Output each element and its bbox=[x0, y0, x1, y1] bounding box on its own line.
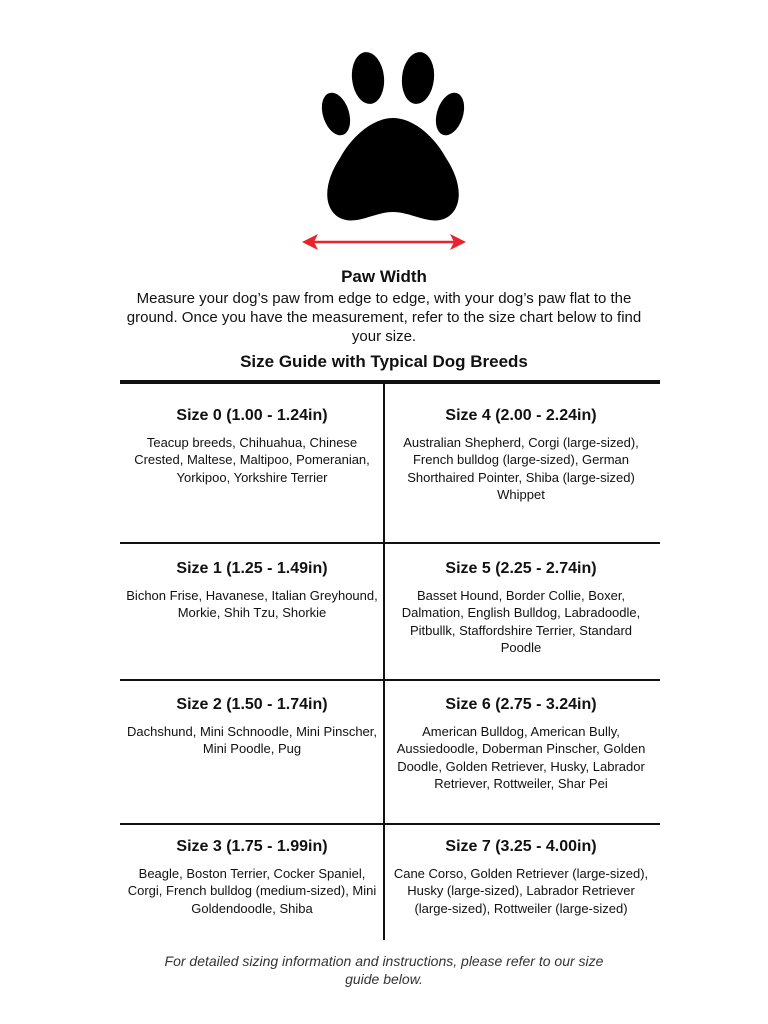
size-cell-5 bbox=[386, 560, 656, 657]
size-breeds: Dachshund, Mini Schnoodle, Mini Pinscher, Mini Poodle, Pug bbox=[126, 724, 378, 757]
row-divider bbox=[120, 823, 660, 825]
measurement-instructions: Measure your dog’s paw from edge to edge, with your dog’s paw flat to the ground. Once you have the measurement, refer to the size chart below to find your size. bbox=[126, 290, 642, 345]
size-title: Size 7 (3.25 - 4.00in) bbox=[445, 838, 597, 855]
size-cell-2 bbox=[120, 696, 384, 758]
size-breeds: Bichon Frise, Havanese, Italian Greyhound, Morkie, Shih Tzu, Shorkie bbox=[126, 588, 378, 621]
size-cell-1 bbox=[120, 560, 384, 622]
table-top-rule bbox=[120, 380, 660, 384]
size-guide-heading: Size Guide with Typical Dog Breeds bbox=[240, 352, 528, 371]
row-divider bbox=[120, 542, 660, 544]
size-cell-4 bbox=[386, 407, 656, 504]
size-title: Size 2 (1.50 - 1.74in) bbox=[176, 696, 328, 713]
size-title: Size 1 (1.25 - 1.49in) bbox=[176, 560, 328, 577]
double-headed-arrow-icon bbox=[300, 230, 468, 254]
size-title: Size 5 (2.25 - 2.74in) bbox=[445, 560, 597, 577]
size-title: Size 3 (1.75 - 1.99in) bbox=[176, 838, 328, 855]
paw-print-icon bbox=[318, 48, 468, 226]
size-cell-3 bbox=[120, 838, 384, 917]
size-breeds: Australian Shepherd, Corgi (large-sized), French bulldog (large-sized), German Shorthaired Pointer, Shiba (large-sized) Whippet bbox=[403, 435, 639, 503]
size-cell-6 bbox=[386, 696, 656, 793]
size-title: Size 0 (1.00 - 1.24in) bbox=[176, 407, 328, 424]
size-breeds: Basset Hound, Border Collie, Boxer, Dalmation, English Bulldog, Labradoodle, Pitbullk, Staffordshire Terrier, Standard Poodle bbox=[401, 588, 641, 656]
footer-note: For detailed sizing information and instructions, please refer to our size guide below. bbox=[164, 953, 604, 987]
size-breeds: American Bulldog, American Bully, Aussiedoodle, Doberman Pinscher, Golden Doodle, Golden Retriever, Husky, Labrador Retriever, Rottweiler, Shar Pei bbox=[396, 724, 646, 792]
size-cell-0 bbox=[120, 407, 384, 486]
size-breeds: Teacup breeds, Chihuahua, Chinese Crested, Maltese, Maltipoo, Pomeranian, Yorkipoo, Yorkshire Terrier bbox=[134, 435, 370, 485]
size-title: Size 6 (2.75 - 3.24in) bbox=[445, 696, 597, 713]
paw-width-heading: Paw Width bbox=[341, 267, 427, 286]
size-title: Size 4 (2.00 - 2.24in) bbox=[445, 407, 597, 424]
size-breeds: Cane Corso, Golden Retriever (large-sized), Husky (large-sized), Labrador Retriever (large-sized), Rottweiler (large-sized) bbox=[393, 866, 649, 916]
row-divider bbox=[120, 679, 660, 681]
size-cell-7 bbox=[386, 838, 656, 917]
size-breeds: Beagle, Boston Terrier, Cocker Spaniel, Corgi, French bulldog (medium-sized), Mini Goldendoodle, Shiba bbox=[127, 866, 377, 916]
